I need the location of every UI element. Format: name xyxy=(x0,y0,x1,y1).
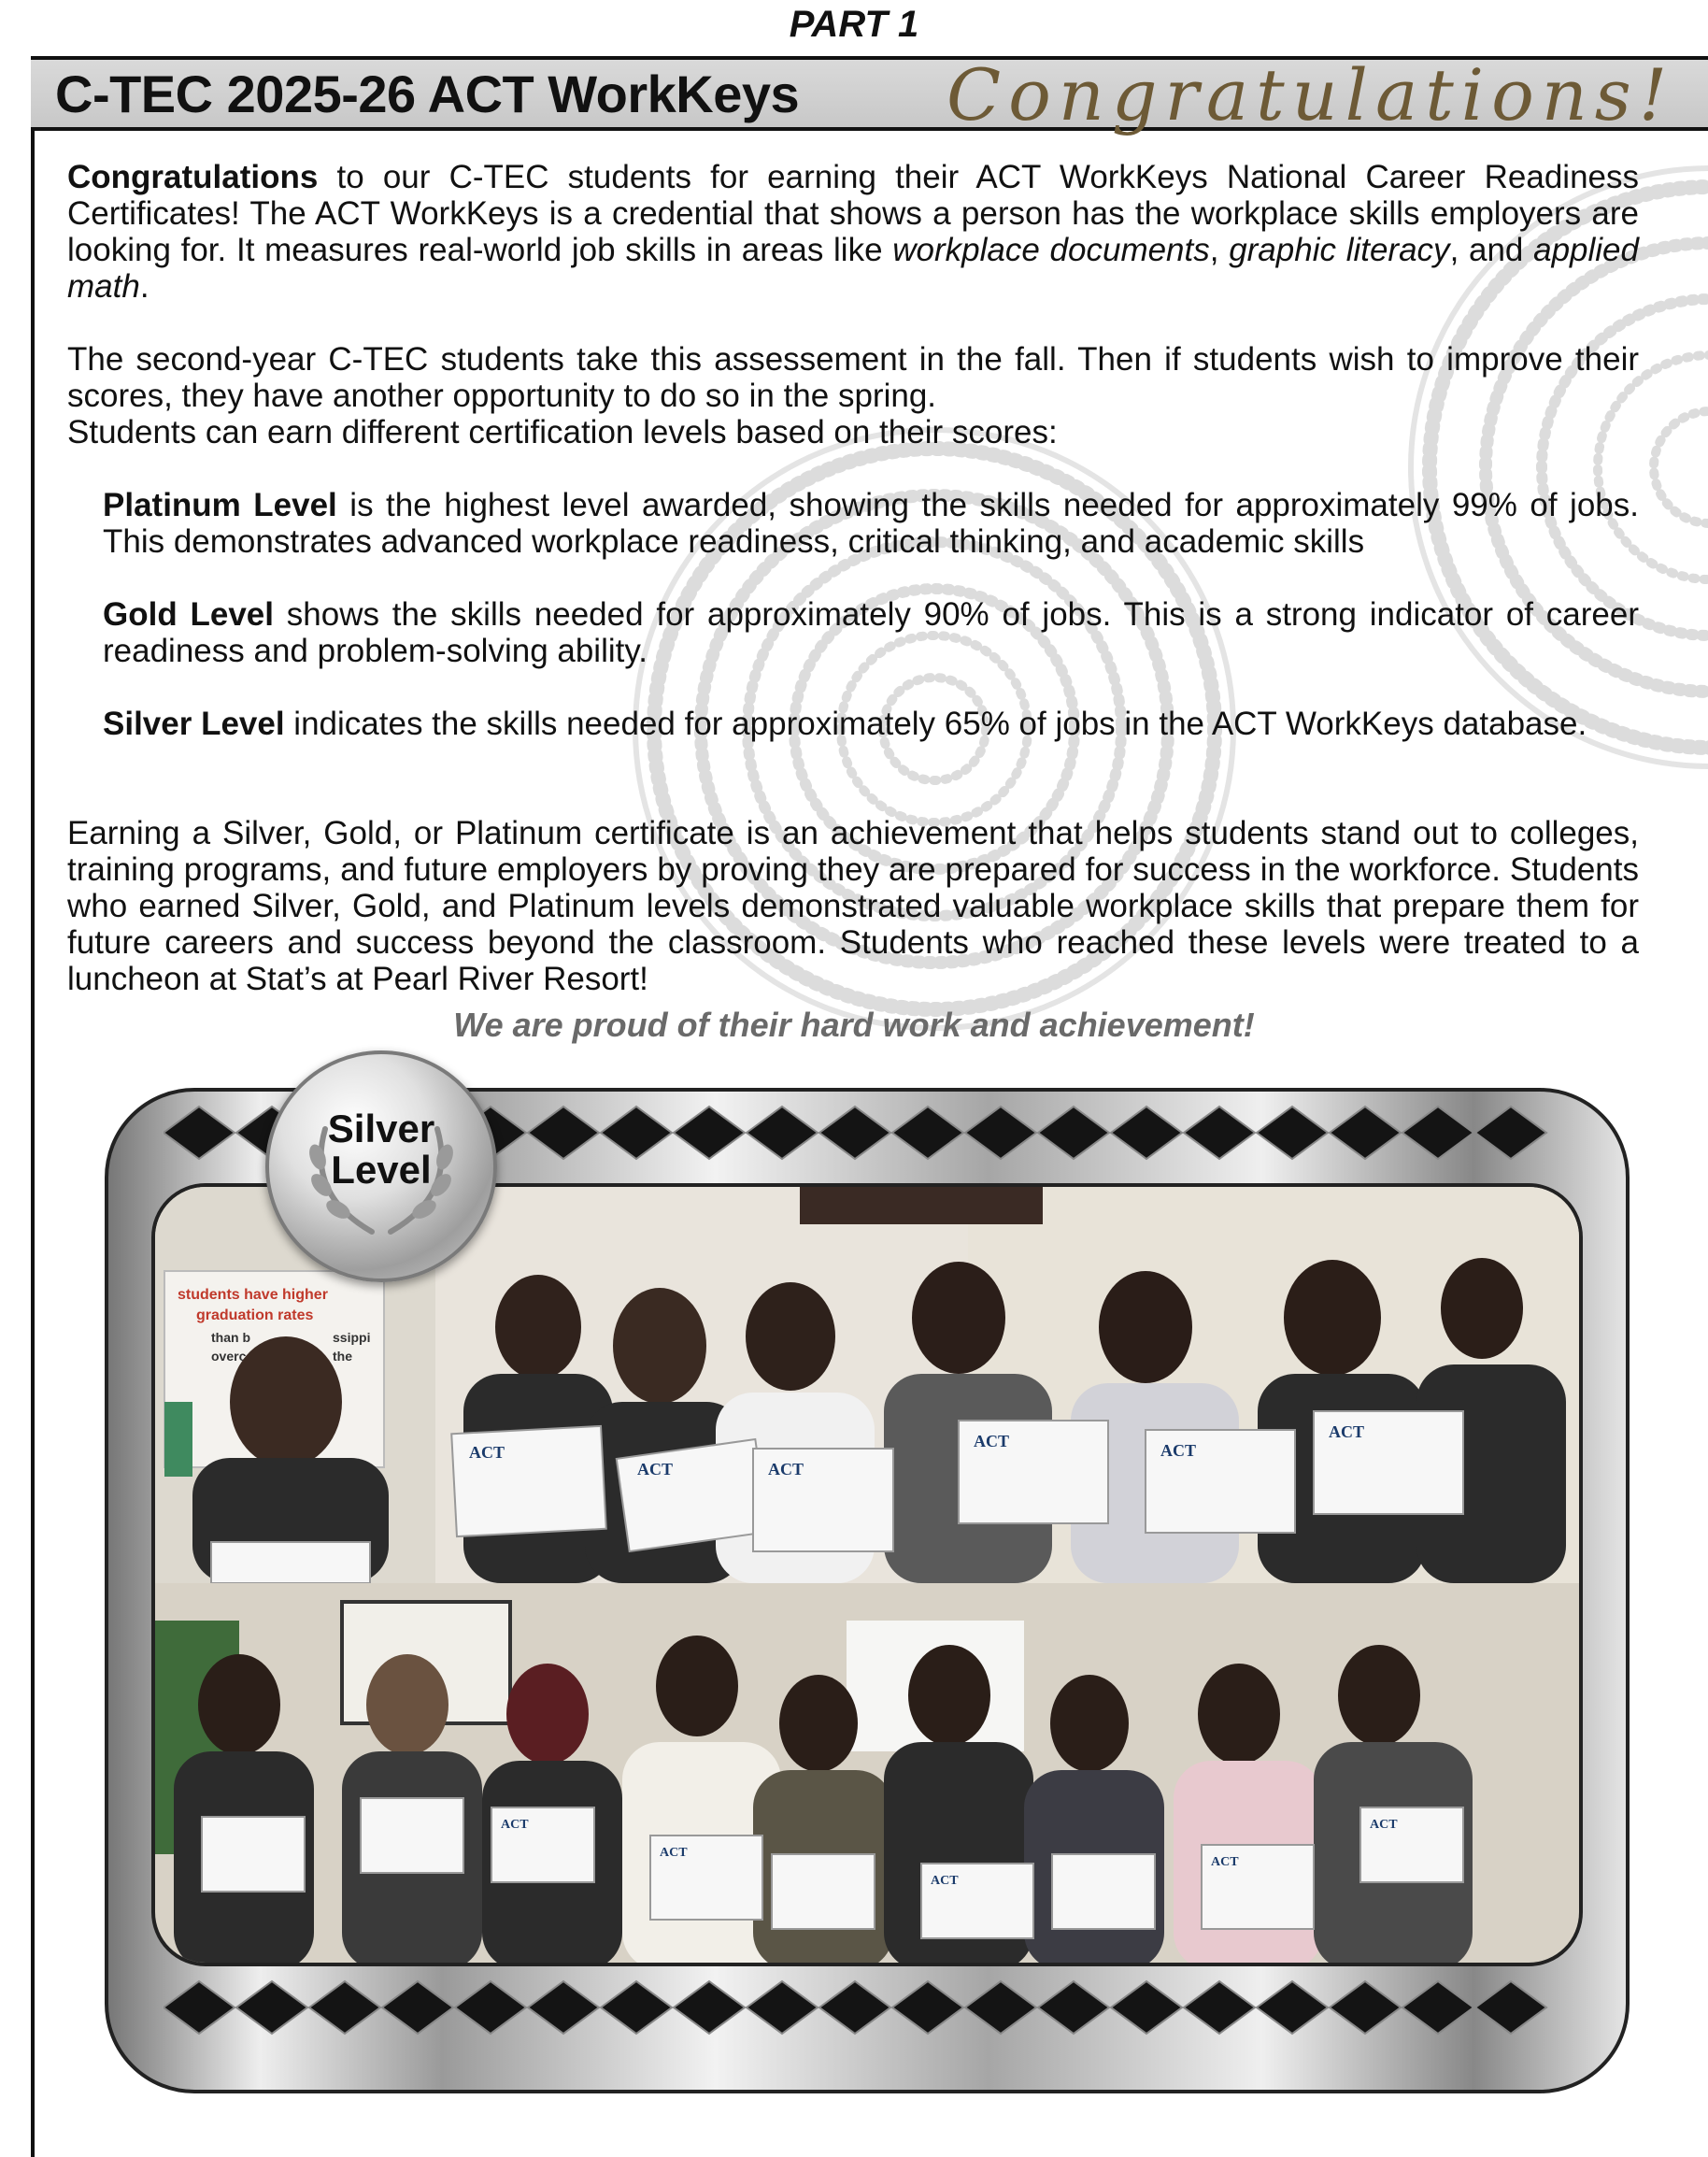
closing-statement: We are proud of their hard work and achievement! xyxy=(453,1006,1255,1044)
part-label: PART 1 xyxy=(789,4,919,45)
intro-lead: Congratulations xyxy=(67,159,319,195)
intro-separator: , xyxy=(1209,232,1230,268)
page-title: C-TEC 2025-26 ACT WorkKeys xyxy=(55,64,800,123)
silver-level-medal xyxy=(265,1050,497,1282)
certificate-label: ACT xyxy=(469,1443,505,1462)
certificate-label: ACT xyxy=(931,1874,959,1888)
level-name: Platinum Level xyxy=(103,487,337,523)
level-item-gold xyxy=(103,596,1639,669)
poster-text-line-6: the xyxy=(333,1349,352,1364)
poster-text-line-3: than b xyxy=(211,1330,250,1345)
level-name: Gold Level xyxy=(103,596,274,633)
group-photo-bottom xyxy=(155,1583,1579,1966)
diamond-border-bottom xyxy=(164,1979,1565,2036)
skill-graphic-literacy: graphic literacy xyxy=(1229,232,1450,268)
assessment-paragraph xyxy=(67,341,1639,450)
certificate-label: ACT xyxy=(768,1460,804,1478)
level-item-silver xyxy=(103,706,1639,742)
skill-applied-math: applied math xyxy=(67,232,1639,305)
level-name: Silver Level xyxy=(103,706,285,742)
levels-intro-text: Students can earn different certification levels based on their scores: xyxy=(67,414,1058,450)
certificate-label: ACT xyxy=(501,1818,529,1832)
achievement-paragraph: Earning a Silver, Gold, or Platinum certificate is an achievement that helps students stand out to colleges, training programs, and future employers by proving they are prepared for success in the workforce. Students who earned Silver, Gold, and Platinum levels demonstrated valuable workplace skills that prepare them for future careers and success beyond the classroom. Students who reached these levels were treated to a luncheon at Stat’s at Pearl River Resort! xyxy=(67,815,1639,997)
title-banner xyxy=(31,53,1708,136)
level-item-platinum xyxy=(103,487,1639,560)
certificate-label: ACT xyxy=(1211,1855,1239,1869)
assessment-text: The second-year C-TEC students take this assessement in the fall. Then if students wish to improve their scores, they have another opportunity to do so in the spring. xyxy=(67,341,1639,414)
certificate-label: ACT xyxy=(1329,1422,1365,1441)
badge-text-silver: Silver xyxy=(327,1107,435,1150)
level-description: is the highest level awarded, showing the skills needed for approximately 99% of jobs. This demonstrates advanced workplace readiness, critical thinking, and academic skills xyxy=(103,487,1639,560)
left-border-rule xyxy=(31,56,35,2157)
level-description: indicates the skills needed for approximately 65% of jobs in the ACT WorkKeys database. xyxy=(284,706,1587,742)
badge-text-level: Level xyxy=(331,1148,432,1192)
certificate-label: ACT xyxy=(637,1460,674,1478)
level-description: shows the skills needed for approximately 90% of jobs. This is a strong indicator of career readiness and problem-solving ability. xyxy=(103,596,1639,669)
skill-workplace-documents: workplace documents xyxy=(892,232,1210,268)
poster-text-line-2: graduation rates xyxy=(196,1307,314,1323)
intro-end: . xyxy=(139,268,149,305)
congratulations-script: Congratulations! xyxy=(947,53,1675,136)
certificate-label: ACT xyxy=(660,1846,688,1860)
intro-paragraph xyxy=(67,159,1639,305)
poster-text-line-1: students have higher xyxy=(178,1287,328,1303)
group-photo-area xyxy=(151,1183,1583,1966)
certificate-label: ACT xyxy=(974,1432,1010,1450)
poster-text-line-5: overc xyxy=(211,1349,247,1364)
certificate-label: ACT xyxy=(1370,1818,1398,1832)
intro-separator: , and xyxy=(1449,232,1534,268)
certificate-label: ACT xyxy=(1160,1441,1197,1460)
intro-text: to our C-TEC students for earning their ACT WorkKeys National Career Readiness Certificates! The ACT WorkKeys is a credential that shows a person has the workplace skills employers are looking for. It measures real-world job skills in areas like xyxy=(67,159,1639,268)
poster-text-line-4: ssippi xyxy=(333,1330,371,1345)
